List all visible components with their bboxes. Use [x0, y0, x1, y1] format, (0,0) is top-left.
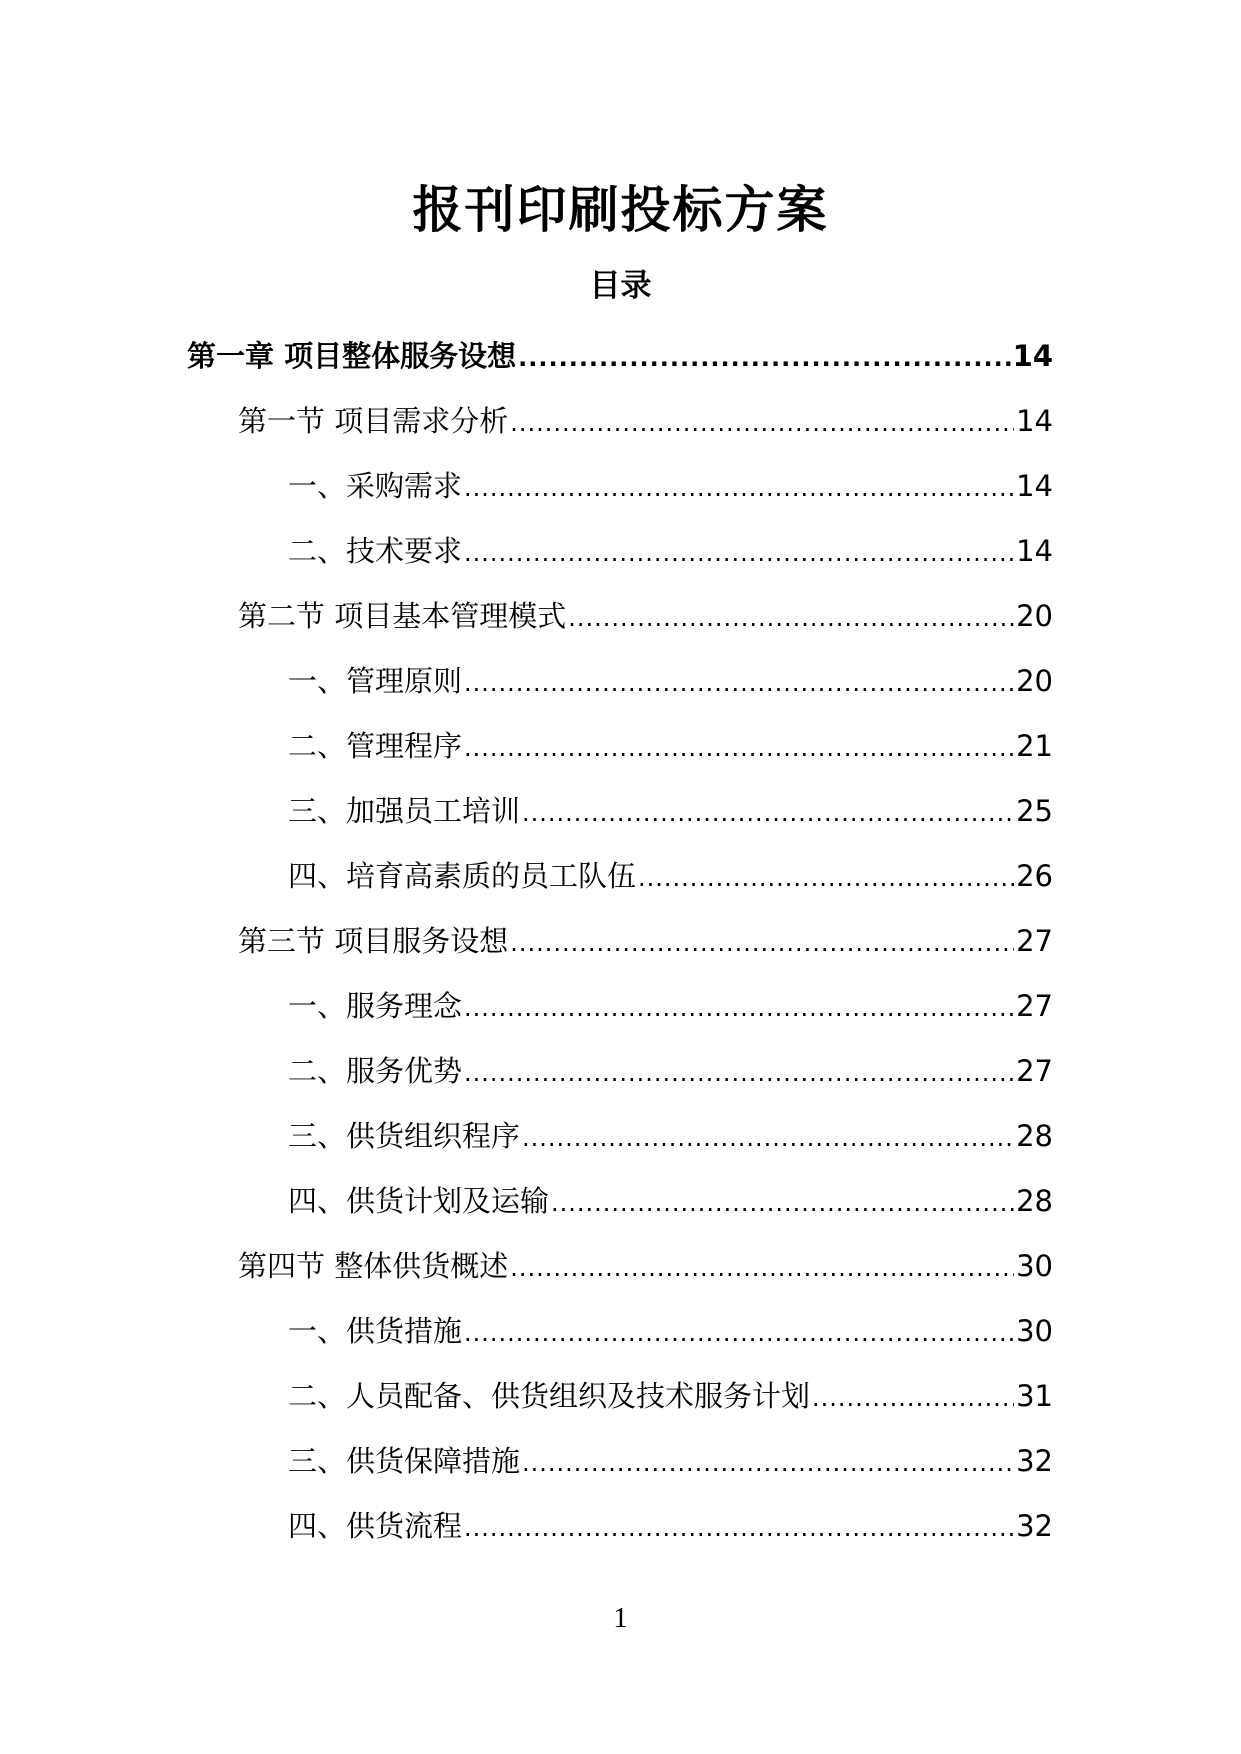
toc-entry-page-number: 20 [1016, 599, 1053, 633]
toc-dot-leader [522, 1445, 1014, 1481]
toc-entry-page-number: 26 [1016, 859, 1053, 893]
toc-entry[interactable] [0, 1042, 1241, 1107]
toc-entry-label: 二、管理程序 [288, 729, 463, 763]
toc-dot-leader [510, 1250, 1014, 1286]
toc-entry[interactable] [0, 587, 1241, 652]
toc-dot-leader [464, 665, 1014, 701]
toc-entry[interactable] [0, 392, 1241, 457]
toc-entry-label: 第三节 项目服务设想 [238, 924, 509, 958]
toc-entry-line [288, 728, 1053, 766]
toc-entry-page-number: 14 [1016, 469, 1053, 503]
toc-entry-label: 一、供货措施 [288, 1314, 463, 1348]
toc-entry-line [288, 1183, 1053, 1221]
toc-entry-label: 二、服务优势 [288, 1054, 463, 1088]
toc-dot-leader [464, 730, 1014, 766]
toc-entry-label: 四、供货计划及运输 [288, 1184, 550, 1218]
toc-dot-leader [464, 1315, 1014, 1351]
toc-entry-line [288, 1053, 1053, 1091]
toc-entry[interactable] [0, 522, 1241, 587]
toc-dot-leader [518, 340, 1011, 376]
toc-entry-line [288, 663, 1053, 701]
toc-entry[interactable] [0, 1302, 1241, 1367]
toc-dot-leader [551, 1185, 1014, 1221]
toc-entry-label: 二、技术要求 [288, 534, 463, 568]
toc-entry-page-number: 30 [1016, 1314, 1053, 1348]
page-number: 1 [613, 1602, 628, 1634]
toc-entry-label: 第一章 项目整体服务设想 [187, 339, 517, 373]
toc-entry-page-number: 28 [1016, 1184, 1053, 1218]
toc-entry-label: 三、供货保障措施 [288, 1444, 521, 1478]
toc-entry-label: 一、管理原则 [288, 664, 463, 698]
toc-entry[interactable] [0, 977, 1241, 1042]
toc-entry-line [288, 988, 1053, 1026]
toc-entry[interactable] [0, 1237, 1241, 1302]
toc-entry-line [238, 1248, 1053, 1286]
toc-entry[interactable] [0, 1497, 1241, 1562]
toc-entry[interactable] [0, 1367, 1241, 1432]
toc-entry-label: 二、人员配备、供货组织及技术服务计划 [288, 1379, 811, 1413]
toc-dot-leader [812, 1380, 1014, 1416]
toc-entry-line [288, 533, 1053, 571]
toc-entry-line [238, 923, 1053, 961]
toc-entry-page-number: 32 [1016, 1509, 1053, 1543]
toc-dot-leader [522, 1120, 1014, 1156]
toc-dot-leader [510, 925, 1014, 961]
toc-entry[interactable] [0, 782, 1241, 847]
toc-entry-page-number: 20 [1016, 664, 1053, 698]
toc-entry[interactable] [0, 912, 1241, 977]
toc-entry[interactable] [0, 327, 1241, 392]
toc-entry-page-number: 30 [1016, 1249, 1053, 1283]
toc-entry-label: 一、采购需求 [288, 469, 463, 503]
toc-entry-label: 第一节 项目需求分析 [238, 404, 509, 438]
toc-entry-line [238, 598, 1053, 636]
toc-entry[interactable] [0, 1172, 1241, 1237]
document-title: 报刊印刷投标方案 [412, 181, 829, 239]
toc-dot-leader [464, 1055, 1014, 1091]
toc-entry-line [288, 468, 1053, 506]
toc-entry[interactable] [0, 717, 1241, 782]
toc-entry-page-number: 14 [1016, 534, 1053, 568]
toc-entry-line [288, 858, 1053, 896]
toc-entry-line [288, 1118, 1053, 1156]
toc-entry-page-number: 25 [1016, 794, 1053, 828]
toc-entry-line [288, 1313, 1053, 1351]
toc-entry-label: 第二节 项目基本管理模式 [238, 599, 567, 633]
toc-entry-line [288, 1443, 1053, 1481]
toc-entry-line [187, 338, 1053, 376]
table-of-contents [0, 327, 1241, 1562]
toc-entry-label: 三、供货组织程序 [288, 1119, 521, 1153]
toc-entry-label: 三、加强员工培训 [288, 794, 521, 828]
toc-entry[interactable] [0, 847, 1241, 912]
toc-entry-page-number: 27 [1016, 989, 1053, 1023]
toc-entry[interactable] [0, 457, 1241, 522]
toc-entry[interactable] [0, 652, 1241, 717]
toc-dot-leader [464, 1510, 1014, 1546]
toc-entry-page-number: 14 [1012, 339, 1053, 373]
toc-entry-page-number: 14 [1016, 404, 1053, 438]
toc-dot-leader [464, 470, 1014, 506]
toc-entry-line [238, 403, 1053, 441]
toc-entry-label: 四、供货流程 [288, 1509, 463, 1543]
toc-entry-page-number: 28 [1016, 1119, 1053, 1153]
toc-heading: 目录 [589, 268, 652, 304]
toc-entry-label: 四、培育高素质的员工队伍 [288, 859, 637, 893]
toc-entry[interactable] [0, 1432, 1241, 1497]
toc-dot-leader [464, 535, 1014, 571]
toc-dot-leader [464, 990, 1014, 1026]
toc-entry-page-number: 31 [1016, 1379, 1053, 1413]
toc-entry[interactable] [0, 1107, 1241, 1172]
toc-dot-leader [510, 405, 1014, 441]
toc-entry-line [288, 1508, 1053, 1546]
toc-entry-line [288, 793, 1053, 831]
toc-entry-page-number: 32 [1016, 1444, 1053, 1478]
toc-entry-page-number: 21 [1016, 729, 1053, 763]
toc-entry-label: 一、服务理念 [288, 989, 463, 1023]
toc-dot-leader [522, 795, 1014, 831]
toc-dot-leader [568, 600, 1014, 636]
toc-entry-label: 第四节 整体供货概述 [238, 1249, 509, 1283]
toc-entry-line [288, 1378, 1053, 1416]
toc-entry-page-number: 27 [1016, 924, 1053, 958]
toc-dot-leader [638, 860, 1014, 896]
toc-entry-page-number: 27 [1016, 1054, 1053, 1088]
